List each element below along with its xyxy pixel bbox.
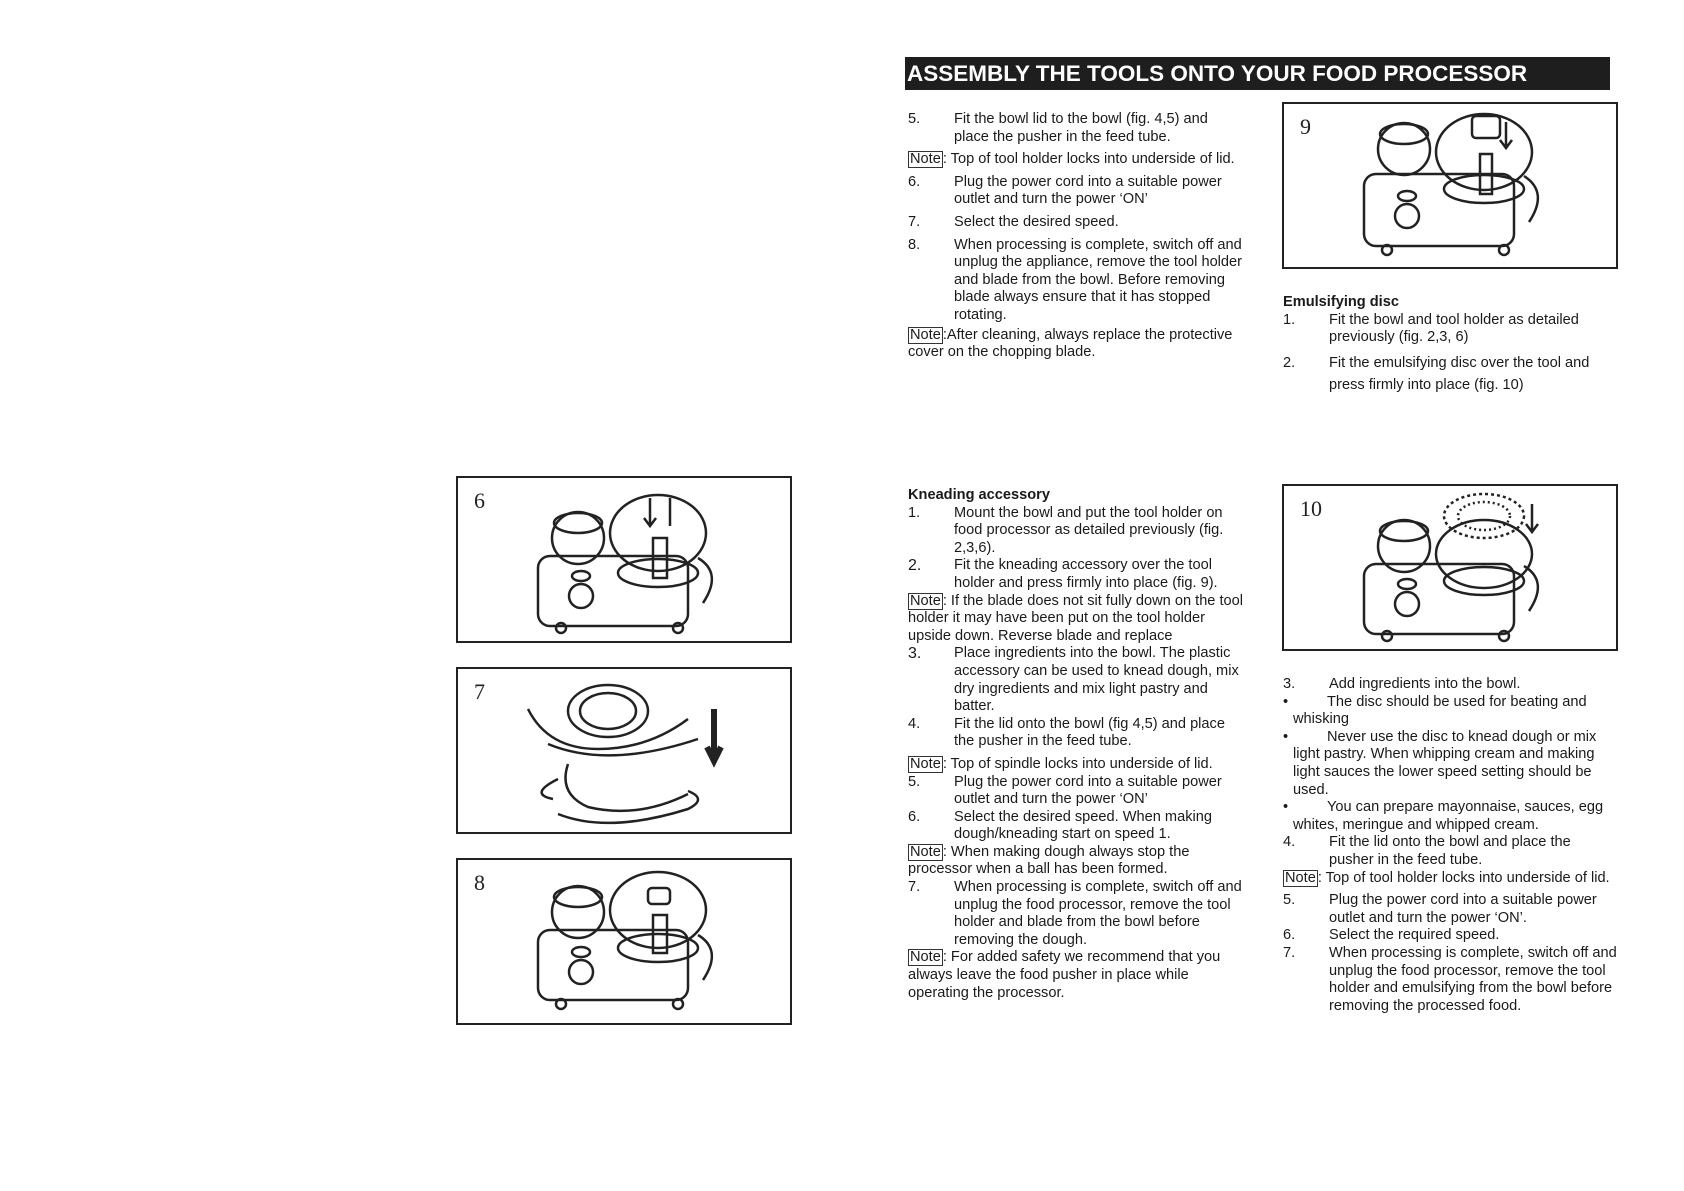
bullet-item: • Never use the disc to knead dough or mix light pastry. When whipping cream and making light sauces the lower speed setting should be used. (1283, 728, 1597, 798)
figure-6 (456, 476, 792, 643)
list-item: 8. When processing is complete, switch off and unplug the appliance, remove the tool holder and blade from the bowl. Before removing blade always ensure that it has stopped rotating. (908, 236, 1243, 323)
note-label: Note (910, 592, 941, 609)
note-label: Note (910, 326, 941, 343)
list-item: 3. Place ingredients into the bowl. The plastic accessory can be used to knead dough, mix dry ingredients and mix light pastry and batter. (908, 645, 1239, 715)
note-label: Note (910, 843, 941, 860)
figure-7 (456, 667, 792, 834)
emulsifying-disc-section (1283, 294, 1619, 396)
list-item: 3. Add ingredients into the bowl. (1283, 676, 1521, 692)
note-paragraph: Note : Top of tool holder locks into underside of lid. (1285, 869, 1610, 886)
note-label: Note (910, 755, 941, 772)
list-item: 4. Fit the lid onto the bowl and place the pusher in the feed tube. (1283, 834, 1571, 868)
list-item: 7. When processing is complete, switch off and unplug the food processor, remove the tool holder and blade from the bowl before removing the dough. (908, 879, 1242, 948)
note-paragraph: Note :After cleaning, always replace the protective cover on the chopping blade. (908, 326, 1233, 361)
figure-10 (1282, 484, 1618, 651)
note-label: Note (910, 151, 941, 168)
section-title: ASSEMBLY THE TOOLS ONTO YOUR FOOD PROCESSOR (905, 57, 1610, 90)
figure-number: 6 (474, 488, 485, 513)
food-processor-illustration (1284, 104, 1618, 269)
note-paragraph: Note : Top of spindle locks into underside of lid. (910, 755, 1213, 772)
list-item: 7. When processing is complete, switch off and unplug the food processor, remove the tool holder and emulsifying from the bowl before removing the processed food. (1283, 944, 1617, 1014)
figure-8 (456, 858, 792, 1025)
note-paragraph: Note : If the blade does not sit fully down on the tool holder it may have been put on the tool holder upside down. Reverse blade and replace (908, 592, 1244, 644)
food-processor-illustration (458, 478, 792, 643)
section-heading: Emulsifying disc (1283, 294, 1399, 310)
bullet-item: • The disc should be used for beating and whisking (1283, 693, 1587, 728)
list-item: 6. Select the required speed. (1283, 927, 1500, 944)
figure-number: 7 (474, 679, 485, 704)
list-item: 7. Select the desired speed. (908, 213, 1119, 230)
list-item: 1. Fit the bowl and tool holder as detailed previously (fig. 2,3, 6) (1283, 311, 1579, 346)
figure-number: 10 (1300, 496, 1322, 521)
kneading-accessory-section (908, 487, 1245, 1002)
list-item: 6. Select the desired speed. When making dough/kneading start on speed 1. (908, 808, 1212, 843)
note-paragraph: Note : When making dough always stop the processor when a ball has been formed. (908, 843, 1190, 878)
list-item: 5. Plug the power cord into a suitable power outlet and turn the power ‘ON’. (1283, 892, 1597, 926)
kneading-accessory-illustration (458, 669, 792, 834)
list-item: 5. Fit the bowl lid to the bowl (fig. 4,5) and place the pusher in the feed tube. (908, 111, 1208, 145)
list-item: 6. Plug the power cord into a suitable power outlet and turn the power ‘ON’ (908, 173, 1222, 208)
assembly-steps-top (908, 111, 1245, 362)
note-label: Note (910, 949, 941, 966)
figure-number: 9 (1300, 114, 1311, 139)
bullet-item: • You can prepare mayonnaise, sauces, egg whites, meringue and whipped cream. (1283, 799, 1604, 833)
list-item: 2. Fit the kneading accessory over the tool holder and press firmly into place (fig. 9). (908, 557, 1218, 591)
note-paragraph: Note : For added safety we recommend that you always leave the food pusher in place while operating the processor. (908, 949, 1221, 1001)
note-label: Note (1285, 869, 1316, 886)
food-processor-illustration (458, 860, 792, 1025)
figure-number: 8 (474, 870, 485, 895)
section-heading: Kneading accessory (908, 487, 1050, 503)
emulsifying-disc-illustration (1284, 486, 1618, 651)
list-item: 4. Fit the lid onto the bowl (fig 4,5) and place the pusher in the feed tube. (908, 715, 1225, 750)
list-item: 5. Plug the power cord into a suitable power outlet and turn the power ‘ON’ (908, 773, 1222, 808)
figure-9 (1282, 102, 1618, 269)
note-paragraph: Note : Top of tool holder locks into underside of lid. (910, 151, 1235, 168)
emulsifying-steps-continued (1283, 676, 1619, 1015)
list-item: 1. Mount the bowl and put the tool holder on food processor as detailed previously (fig. 2,3,6). (908, 504, 1224, 556)
list-item: 2. Fit the emulsifying disc over the tool and press firmly into place (fig. 10) (1283, 354, 1590, 393)
